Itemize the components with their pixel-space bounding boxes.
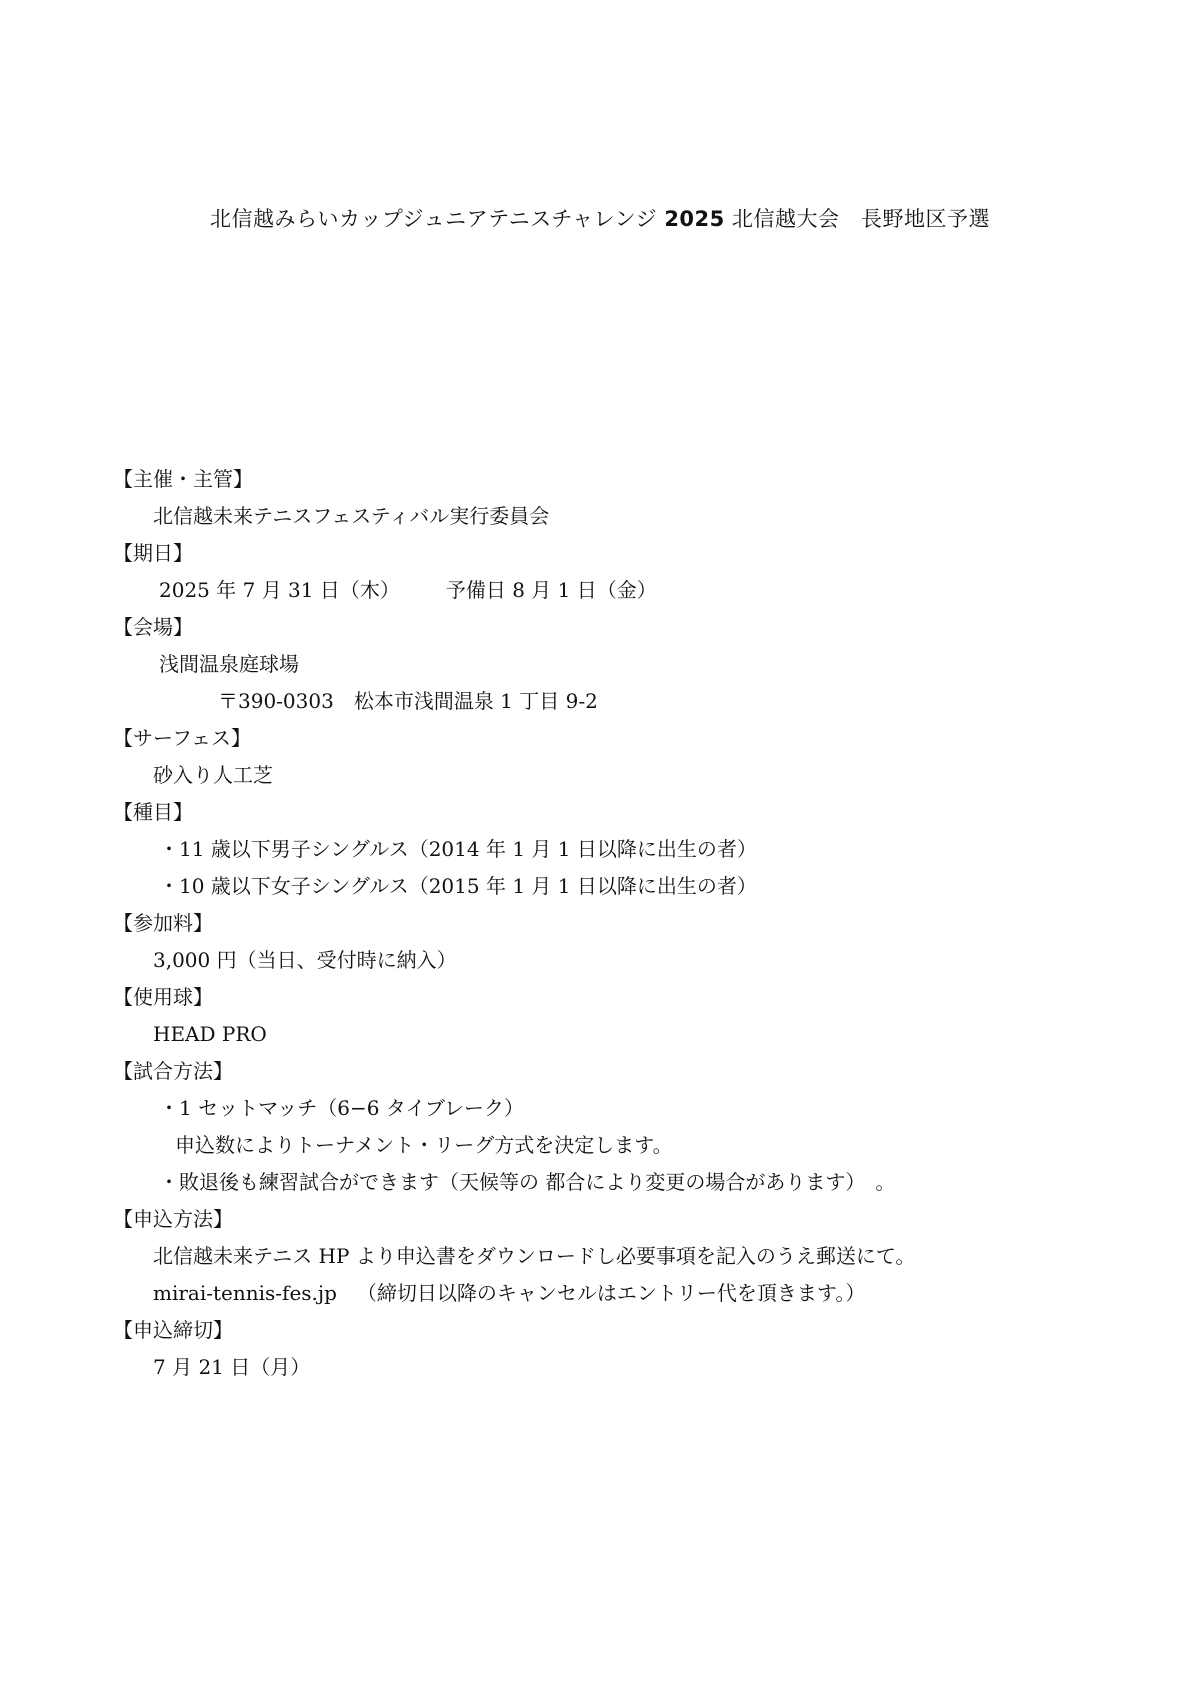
- title-prefix: 北信越みらいカップジュニアテニスチャレンジ: [210, 207, 665, 231]
- fee-body: 3,000 円（当日、受付時に納入）: [153, 948, 457, 972]
- ball-heading: 【使用球】: [113, 985, 213, 1009]
- deadline-heading: 【申込締切】: [113, 1318, 233, 1342]
- event-item-girls: ・10 歳以下女子シングルス（2015 年 1 月 1 日以降に出生の者）: [159, 874, 757, 898]
- apply-line-url: [113, 1275, 1113, 1312]
- deadline-body: 7 月 21 日（月）: [153, 1355, 311, 1379]
- fee-heading: 【参加料】: [113, 911, 213, 935]
- format-line-method: 申込数によりトーナメント・リーグ方式を決定します。: [175, 1133, 673, 1157]
- apply-url: mirai-tennis-fes.jp: [153, 1281, 337, 1305]
- title-suffix: 北信越大会 長野地区予選: [724, 207, 990, 231]
- format-line-practice: ・敗退後も練習試合ができます（天候等の 都合により変更の場合があります） 。: [159, 1170, 896, 1194]
- ball-body: HEAD PRO: [153, 1022, 267, 1046]
- venue-heading: 【会場】: [113, 615, 193, 639]
- format-heading: 【試合方法】: [113, 1059, 233, 1083]
- venue-name: 浅間温泉庭球場: [159, 652, 299, 676]
- events-heading: 【種目】: [113, 800, 193, 824]
- event-item-boys: ・11 歳以下男子シングルス（2014 年 1 月 1 日以降に出生の者）: [159, 837, 757, 861]
- apply-heading: 【申込方法】: [113, 1207, 233, 1231]
- document-title: [0, 203, 1200, 233]
- apply-note: （締切日以降のキャンセルはエントリー代を頂きます。）: [356, 1281, 866, 1305]
- organizer-heading: 【主催・主管】: [113, 467, 253, 491]
- date-heading: 【期日】: [113, 541, 193, 565]
- organizer-body: 北信越未来テニスフェスティバル実行委員会: [153, 504, 550, 528]
- venue-address: 〒390-0303 松本市浅間温泉 1 丁目 9-2: [218, 689, 598, 713]
- date-main: 2025 年 7 月 31 日（木）: [159, 578, 400, 602]
- surface-heading: 【サーフェス】: [113, 726, 251, 750]
- date-line: [113, 572, 1113, 609]
- surface-body: 砂入り人工芝: [153, 763, 273, 787]
- format-line-set: ・1 セットマッチ（6−6 タイブレーク）: [159, 1096, 525, 1120]
- apply-line-download: 北信越未来テニス HP より申込書をダウンロードし必要事項を記入のうえ郵送にて。: [153, 1244, 916, 1268]
- title-year: 2025: [664, 207, 725, 231]
- document-body: [113, 461, 1113, 1386]
- date-reserve: 予備日 8 月 1 日（金）: [445, 578, 657, 602]
